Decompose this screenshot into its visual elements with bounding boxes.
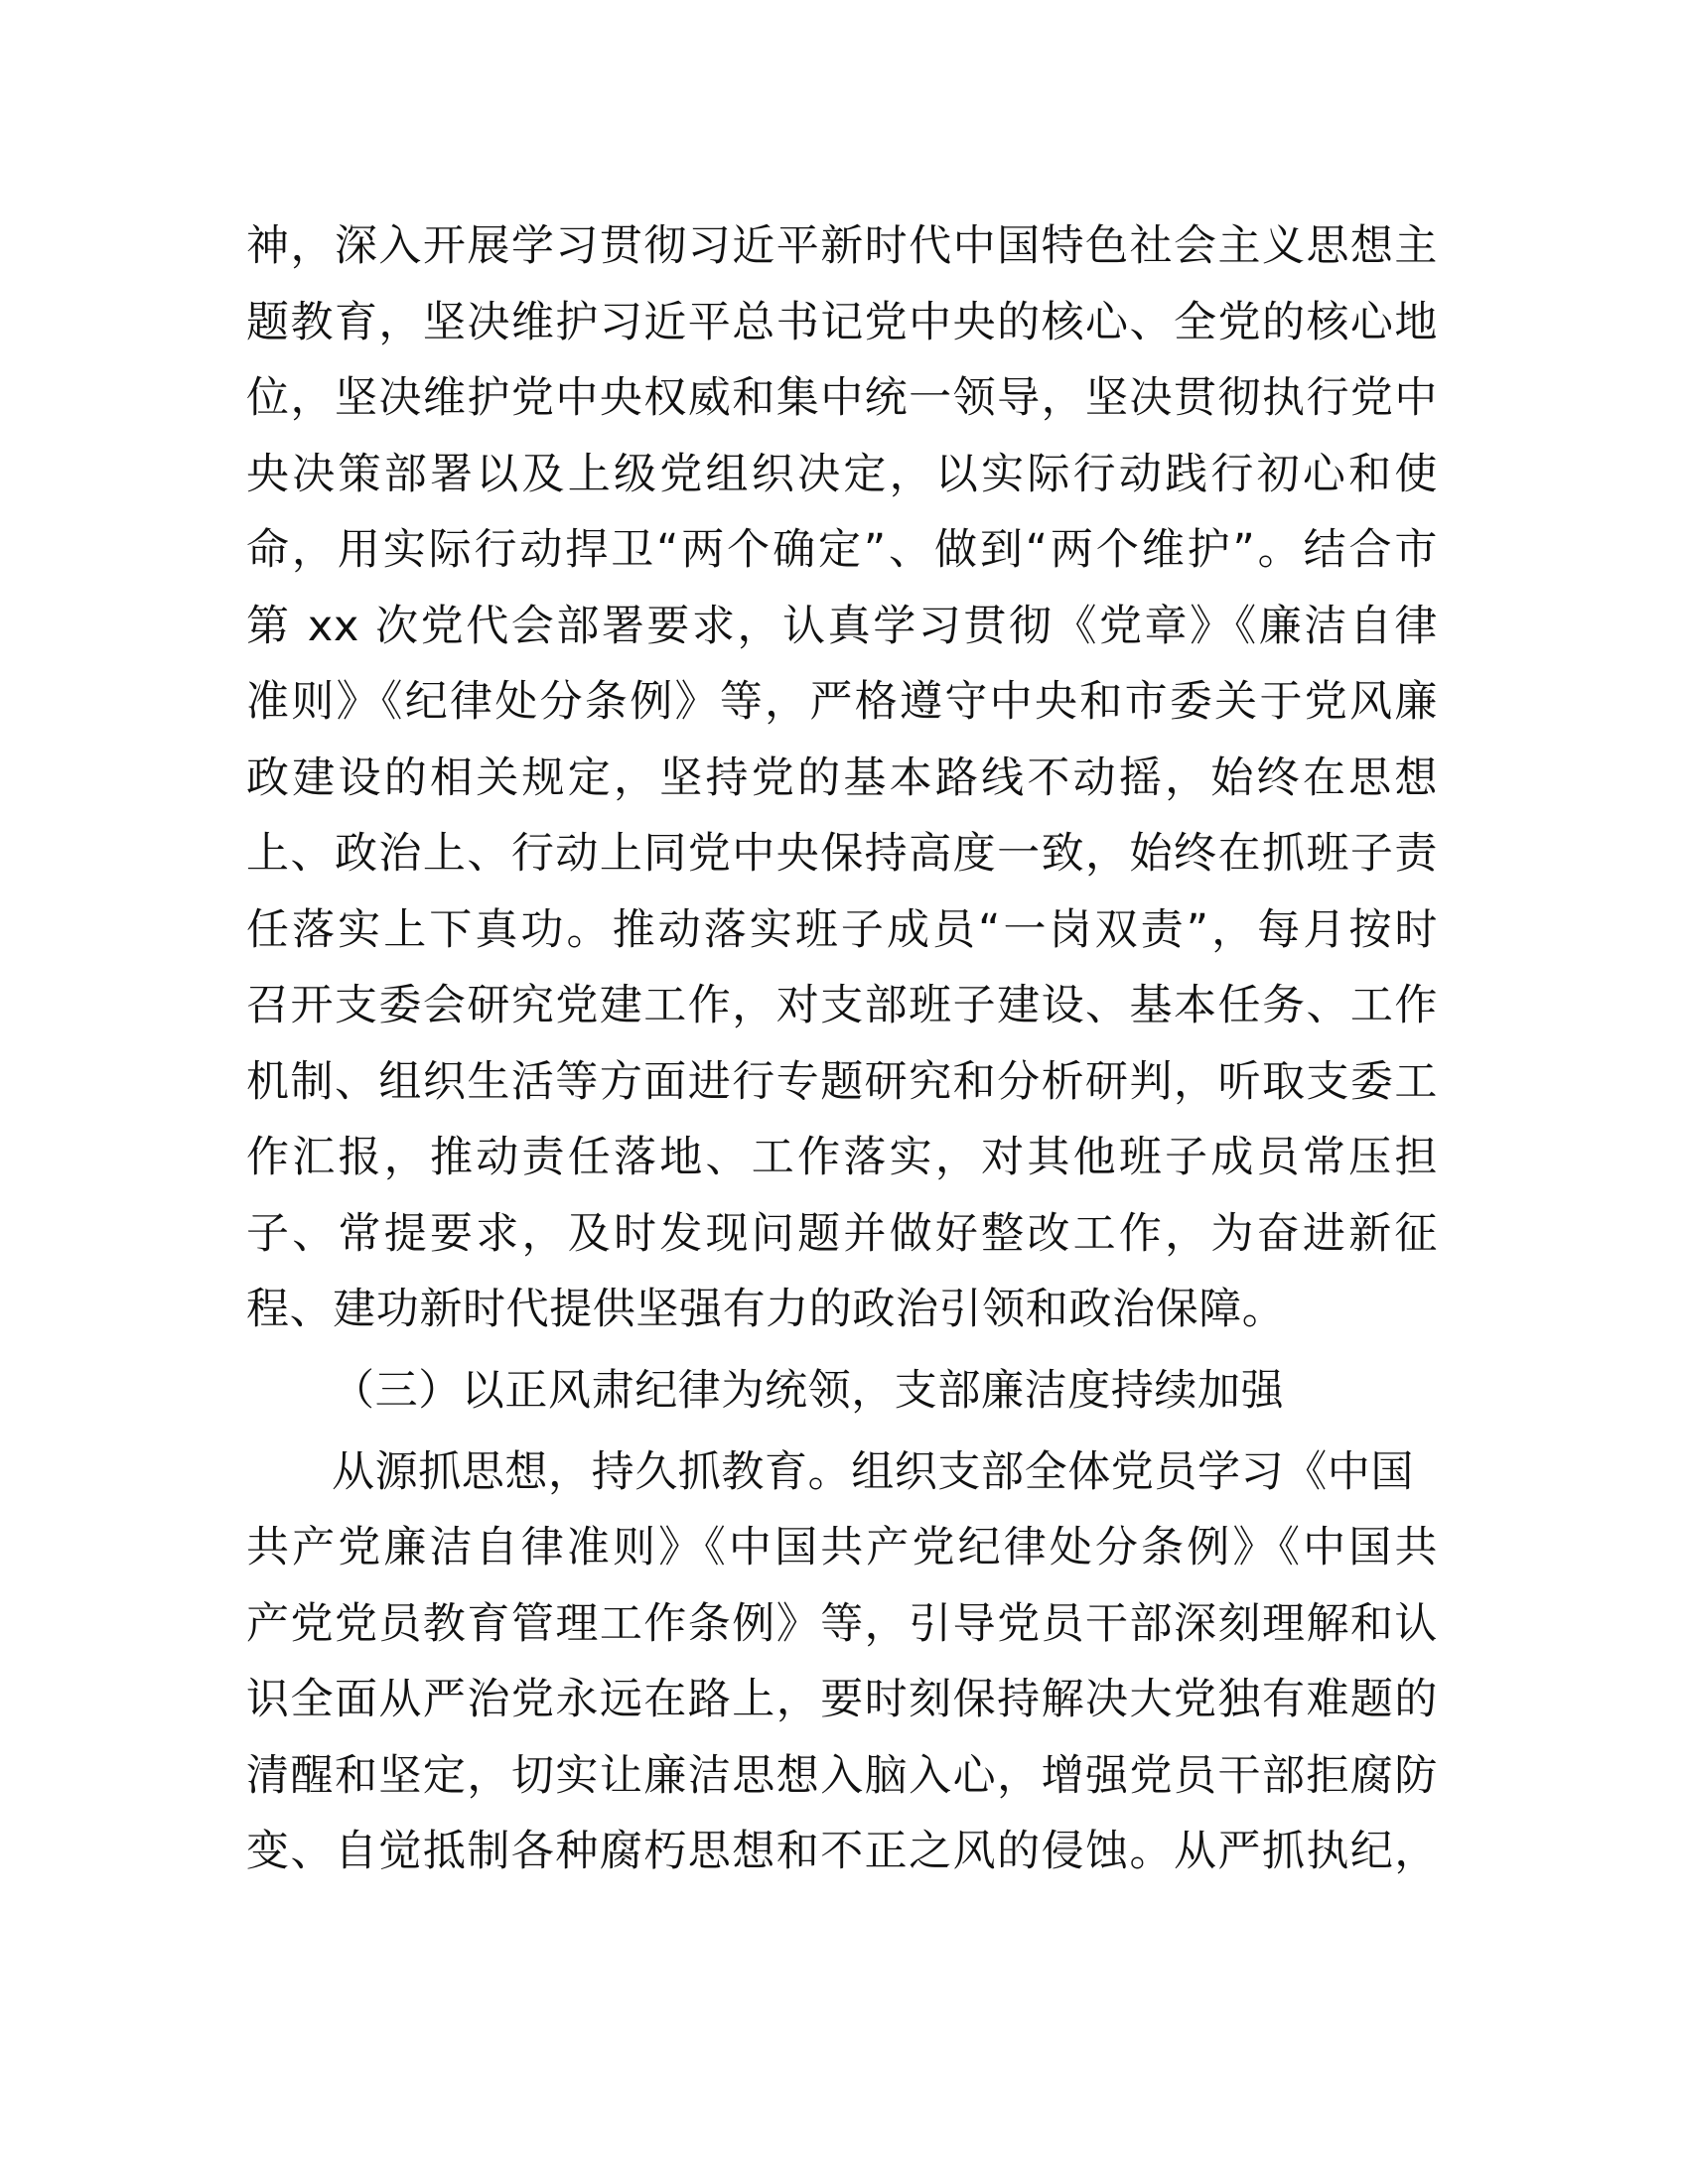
paragraph-line: 机制、组织生活等方面进行专题研究和分析研判，听取支委工 bbox=[246, 1056, 1438, 1107]
paragraph-line: 任落实上下真功。推动落实班子成员“一岗双责”，每月按时 bbox=[246, 904, 1438, 955]
paragraph-line: 题教育，坚决维护习近平总书记党中央的核心、全党的核心地 bbox=[246, 297, 1438, 347]
paragraph-line: 命，用实际行动捍卫“两个确定”、做到“两个维护”。结合市 bbox=[246, 525, 1438, 575]
paragraph-2 bbox=[246, 1434, 1438, 1890]
paragraph-line: 政建设的相关规定，坚持党的基本路线不动摇，始终在思想 bbox=[246, 752, 1438, 803]
document-body bbox=[246, 208, 1438, 1890]
paragraph-line: 从源抓思想，持久抓教育。组织支部全体党员学习《中国 bbox=[332, 1446, 1414, 1497]
paragraph-line: 子、常提要求，及时发现问题并做好整改工作，为奋进新征 bbox=[246, 1208, 1438, 1259]
paragraph-line: 准则》《纪律处分条例》等，严格遵守中央和市委关于党风廉 bbox=[246, 677, 1438, 727]
paragraph-line: 上、政治上、行动上同党中央保持高度一致，始终在抓班子责 bbox=[246, 829, 1438, 879]
section-heading: （三）以正风肃纪律为统领，支部廉洁度持续加强 bbox=[332, 1365, 1285, 1416]
paragraph-line: 召开支委会研究党建工作，对支部班子建设、基本任务、工作 bbox=[246, 981, 1438, 1030]
paragraph-line: 央决策部署以及上级党组织决定，以实际行动践行初心和使 bbox=[246, 449, 1438, 499]
paragraph-line: 位，坚决维护党中央权威和集中统一领导，坚决贯彻执行党中 bbox=[246, 373, 1438, 423]
paragraph-line: 清醒和坚定，切实让廉洁思想入脑入心，增强党员干部拒腐防 bbox=[246, 1750, 1438, 1801]
paragraph-line: 程、建功新时代提供坚强有力的政治引领和政治保障。 bbox=[246, 1285, 1286, 1334]
paragraph-1 bbox=[246, 208, 1438, 1348]
paragraph-line: 共产党廉洁自律准则》《中国共产党纪律处分条例》《中国共 bbox=[246, 1523, 1438, 1572]
paragraph-line: 作汇报，推动责任落地、工作落实，对其他班子成员常压担 bbox=[246, 1133, 1438, 1182]
paragraph-line: 神，深入开展学习贯彻习近平新时代中国特色社会主义思想主 bbox=[246, 221, 1438, 271]
paragraph-line: 第 xx 次党代会部署要求，认真学习贯彻《党章》《廉洁自律 bbox=[246, 601, 1438, 651]
paragraph-line: 产党党员教育管理工作条例》等，引导党员干部深刻理解和认 bbox=[246, 1598, 1438, 1649]
paragraph-line: 识全面从严治党永远在路上，要时刻保持解决大党独有难题的 bbox=[246, 1675, 1438, 1724]
paragraph-line: 变、自觉抵制各种腐朽思想和不正之风的侵蚀。从严抓执纪， bbox=[246, 1827, 1438, 1876]
